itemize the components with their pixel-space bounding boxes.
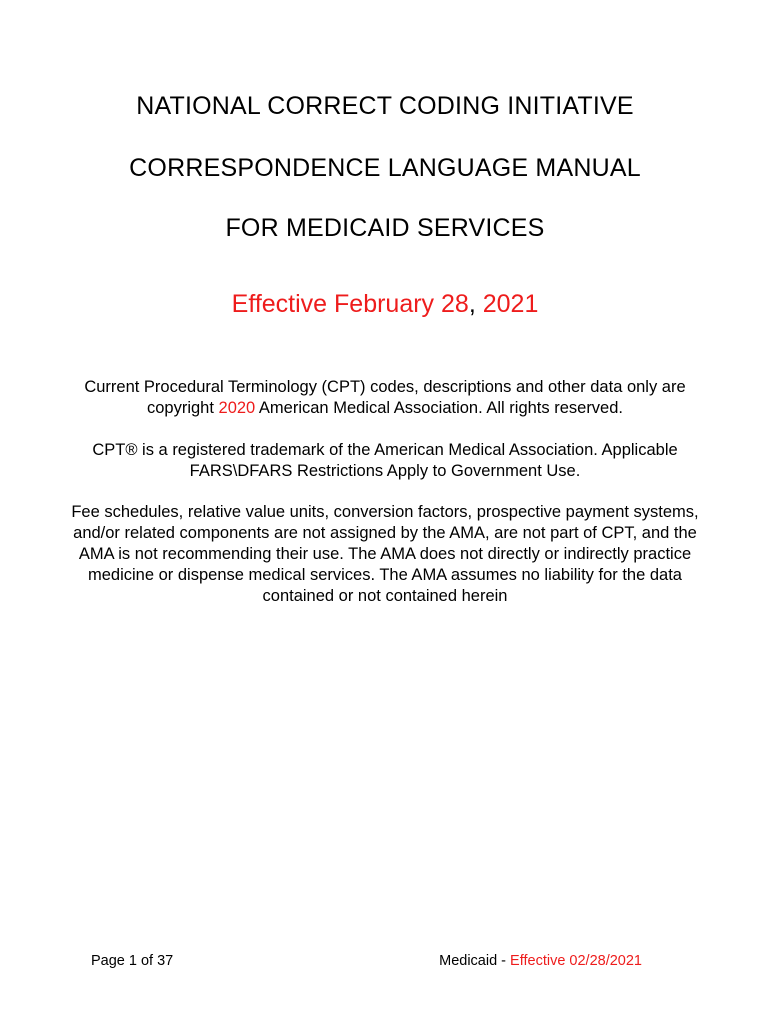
effective-date-separator: , — [468, 290, 476, 318]
footer-effective — [439, 953, 642, 969]
copyright-text-before: Current Procedural Terminology (CPT) codes, descriptions and other data only are copyright — [84, 378, 686, 417]
effective-date — [0, 290, 770, 319]
footer-page-number: Page 1 of 37 — [91, 953, 174, 969]
trademark-paragraph: CPT® is a registered trademark of the American Medical Association. Applicable FARS\DFARS Restrictions Apply to Government Use. — [92, 441, 678, 480]
title-line-3: FOR MEDICAID SERVICES — [225, 214, 545, 242]
title-line-1: NATIONAL CORRECT CODING INITIATIVE — [136, 92, 634, 120]
title-line-2: CORRESPONDENCE LANGUAGE MANUAL — [129, 154, 641, 182]
copyright-paragraph — [70, 377, 700, 419]
effective-date-prefix: Effective February 28 — [231, 290, 469, 318]
footer-effective-date: Effective 02/28/2021 — [510, 953, 642, 969]
copyright-year: 2020 — [218, 399, 256, 417]
copyright-text-after: American Medical Association. All rights reserved. — [255, 399, 623, 417]
effective-date-year: 2021 — [475, 290, 539, 318]
footer-medicaid-label: Medicaid - — [439, 953, 511, 969]
disclaimer-paragraph: Fee schedules, relative value units, conversion factors, prospective payment systems, and/or related components are not assigned by the AMA, are not part of CPT, and the AMA is not recommending their use. The AMA does not directly or indirectly practice medicine or dispense medical services. The AMA assumes no liability for the data contained or not contained herein — [71, 503, 699, 605]
